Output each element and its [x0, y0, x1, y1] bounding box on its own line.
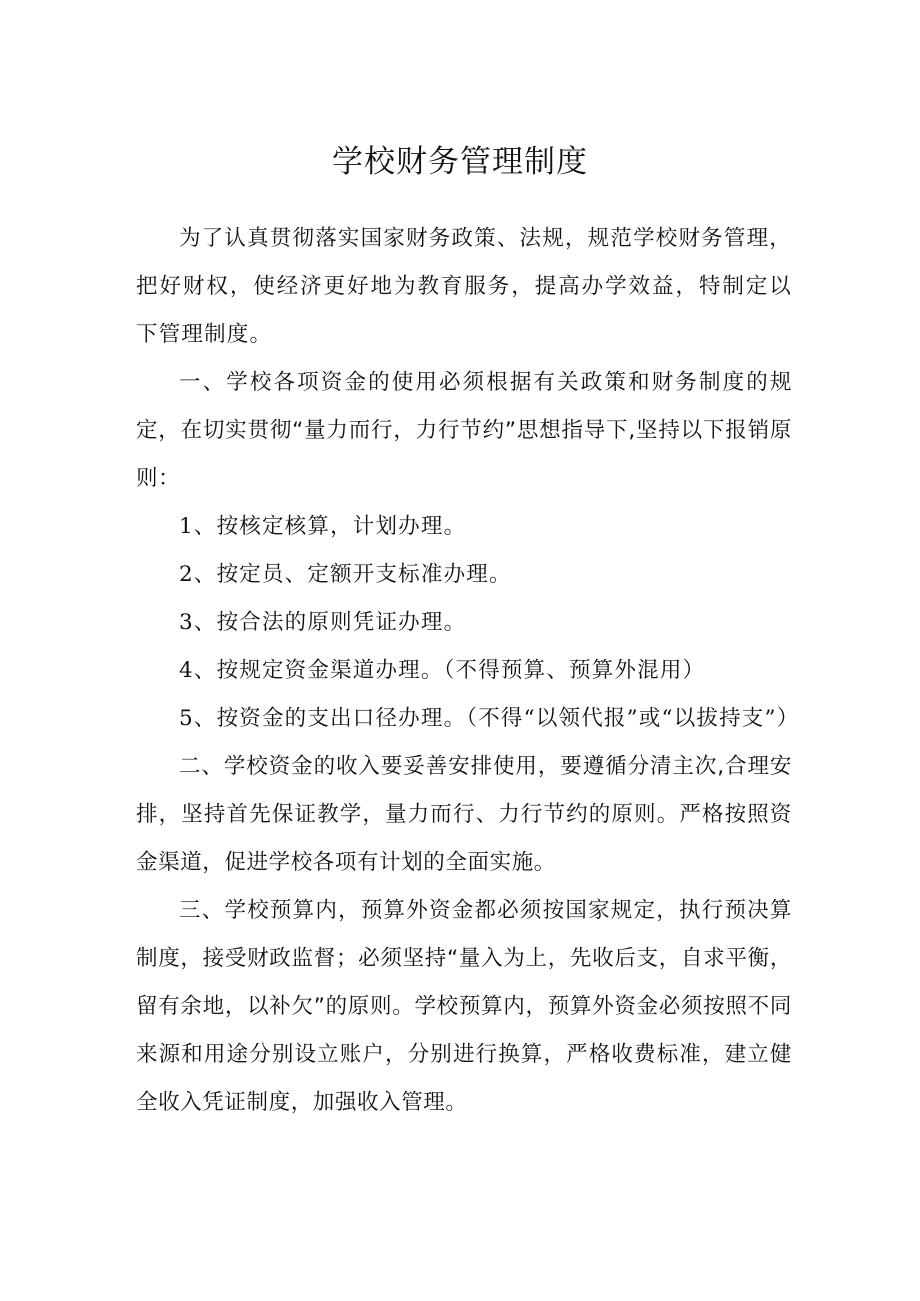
- document-body: [136, 215, 800, 1127]
- section-two-paragraph: 二、学校资金的收入要妥善安排使用，要遵循分清主次,合理安排，坚持首先保证教学，量力而行、力行节约的原则。严格按照资金渠道，促进学校各项有计划的全面实施。: [136, 754, 792, 875]
- rule-item-5: 5、按资金的支出口径办理。（不得“以领代报”或“以拔持支”）: [179, 706, 800, 731]
- rule-item-2: 2、按定员、定额开支标准办理。: [179, 562, 512, 587]
- document-title: 学校财务管理制度: [332, 144, 588, 180]
- rule-item-3: 3、按合法的原则凭证办理。: [179, 610, 467, 635]
- section-one-paragraph: 一、学校各项资金的使用必须根据有关政策和财务制度的规定，在切实贯彻“量力而行，力行节约”思想指导下,坚持以下报销原则：: [136, 370, 792, 491]
- intro-paragraph: 为了认真贯彻落实国家财务政策、法规，规范学校财务管理，把好财权，使经济更好地为教育服务，提高办学效益，特制定以下管理制度。: [136, 226, 792, 347]
- rule-item-1: 1、按核定核算，计划办理。: [179, 514, 467, 539]
- rule-item-4: 4、按规定资金渠道办理。（不得预算、预算外混用）: [179, 658, 706, 683]
- section-three-paragraph: 三、学校预算内，预算外资金都必须按国家规定，执行预决算制度，接受财政监督；必须坚持“量入为上，先收后支，自求平衡，留有余地，以补欠”的原则。学校预算内，预算外资金必须按照不同来源和用途分别设立账户，分别进行换算，严格收费标准，建立健全收入凭证制度，加强收入管理。: [136, 898, 792, 1115]
